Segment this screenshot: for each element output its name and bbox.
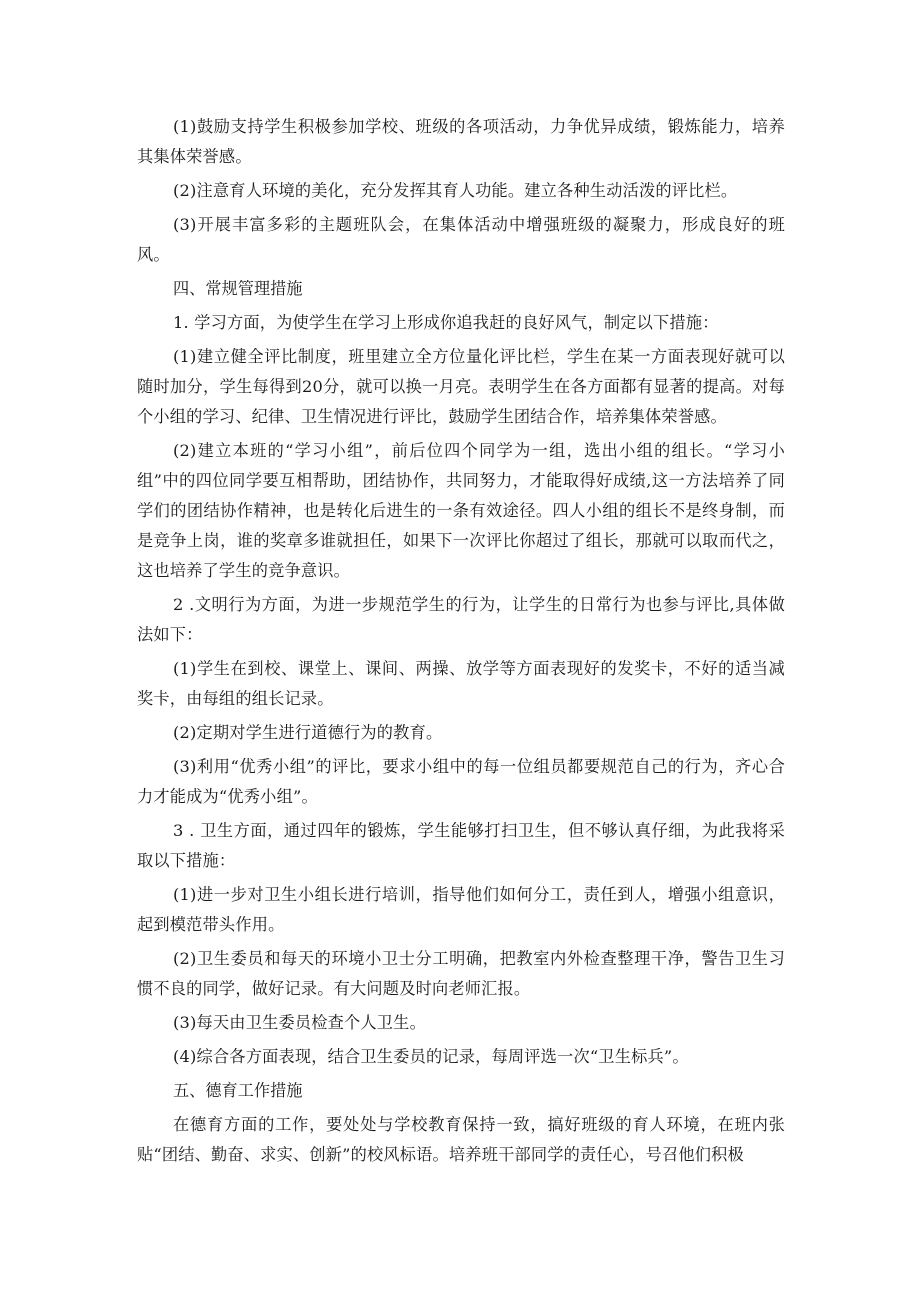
subsection-hygiene: 3 . 卫生方面，通过四年的锻炼，学生能够打扫卫生，但不够认真仔细，为此我将采取以下措施：	[137, 821, 785, 870]
paragraph-study-1: (1)建立健全评比制度，班里建立全方位量化评比栏，学生在某一方面表现好就可以随时加分，学生每得到20分，就可以换一月亮。表明学生在各方面都有显著的提高。对每个小组的学习、纪律、卫生情况进行评比，鼓励学生团结合作，培养集体荣誉感。	[137, 347, 785, 426]
subsection-study: 1. 学习方面，为使学生在学习上形成你追我赶的良好风气，制定以下措施：	[173, 313, 719, 332]
paragraph-hygiene-4: (4)综合各方面表现，结合卫生委员的记录，每周评选一次“卫生标兵”。	[173, 1047, 689, 1066]
paragraph-study-2: (2)建立本班的“学习小组”，前后位四个同学为一组，选出小组的组长。“学习小组”中的四位同学要互相帮助，团结协作，共同努力，才能取得好成绩,这一方法培养了同学们的团结协作精神，也是转化后进生的一条有效途径。四人小组的组长不是终身制，而是竞争上岗，谁的奖章多谁就担任，如果下一次评比你超过了组长，那就可以取而代之，这也培养了学生的竞争意识。	[137, 441, 785, 580]
paragraph-hygiene-3: (3)每天由卫生委员检查个人卫生。	[173, 1013, 426, 1032]
paragraph-behavior-2: (2)定期对学生进行道德行为的教育。	[173, 723, 443, 742]
paragraph-1-1: (1)鼓励支持学生积极参加学校、班级的各项活动，力争优异成绩，锻炼能力，培养其集体荣誉感。	[137, 117, 785, 166]
paragraph-hygiene-2: (2)卫生委员和每天的环境小卫士分工明确，把教室内外检查整理干净，警告卫生习惯不良的同学，做好记录。有大问题及时向老师汇报。	[137, 949, 785, 998]
section-heading-4: 四、常规管理措施	[173, 279, 303, 298]
paragraph-moral-1: 在德育方面的工作，要处处与学校教育保持一致，搞好班级的育人环境，在班内张贴“团结、勤奋、求实、创新”的校风标语。培养班干部同学的责任心，号召他们积极	[137, 1115, 785, 1164]
paragraph-1-2: (2)注意育人环境的美化，充分发挥其育人功能。建立各种生动活泼的评比栏。	[173, 181, 738, 200]
paragraph-behavior-1: (1)学生在到校、课堂上、课间、两操、放学等方面表现好的发奖卡，不好的适当减奖卡，由每组的组长记录。	[137, 659, 785, 708]
paragraph-1-3: (3)开展丰富多彩的主题班队会，在集体活动中增强班级的凝聚力，形成良好的班风。	[137, 215, 785, 264]
paragraph-hygiene-1: (1)进一步对卫生小组长进行培训，指导他们如何分工，责任到人，增强小组意识，起到模范带头作用。	[137, 885, 785, 934]
section-heading-5: 五、德育工作措施	[173, 1081, 303, 1100]
subsection-behavior: 2 .文明行为方面，为进一步规范学生的行为，让学生的日常行为也参与评比,具体做法如下：	[137, 595, 785, 644]
paragraph-behavior-3: (3)利用“优秀小组”的评比，要求小组中的每一位组员都要规范自己的行为，齐心合力才能成为“优秀小组”。	[137, 757, 785, 806]
document-body	[137, 112, 785, 1174]
